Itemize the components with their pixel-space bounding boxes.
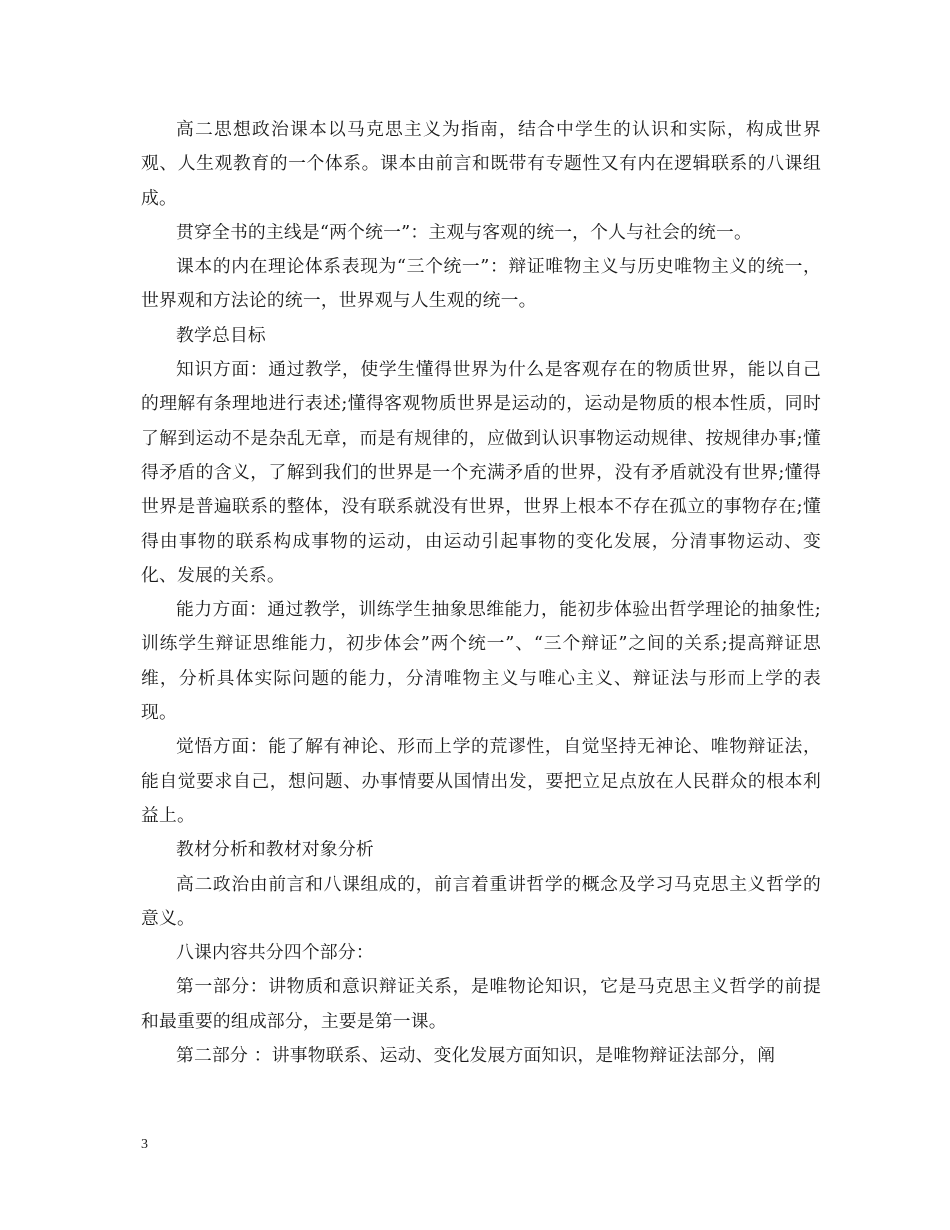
paragraph-awareness-goals: 觉悟方面：能了解有神论、形而上学的荒谬性，自觉坚持无神论、唯物辩证法，能自觉要求自己，想问题、办事情要从国情出发，要把立足点放在人民群众的根本利益上。 xyxy=(141,736,821,826)
document-body xyxy=(141,113,821,1073)
paragraph-main-line: 贯穿全书的主线是“两个统一”：主观与客观的统一，个人与社会的统一。 xyxy=(176,221,752,243)
paragraph-part-one: 第一部分：讲物质和意识辩证关系，是唯物论知识，它是马克思主义哲学的前提和最重要的组成部分，主要是第一课。 xyxy=(141,976,821,1032)
paragraph-theory-system: 课本的内在理论体系表现为“三个统一”：辩证唯物主义与历史唯物主义的统一，世界观和方法论的统一，世界观与人生观的统一。 xyxy=(141,256,821,312)
paragraph-knowledge-goals: 知识方面：通过教学，使学生懂得世界为什么是客观存在的物质世界，能以自己的理解有条理地进行表述;懂得客观物质世界是运动的，运动是物质的根本性质，同时了解到运动不是杂乱无章，而是有规律的，应做到认识事物运动规律、按规律办事;懂得矛盾的含义，了解到我们的世界是一个充满矛盾的世界，没有矛盾就没有世界;懂得世界是普遍联系的整体，没有联系就没有世界，世界上根本不存在孤立的事物存在;懂得由事物的联系构成事物的运动，由运动引起事物的变化发展，分清事物运动、变化、发展的关系。 xyxy=(141,359,821,586)
heading-teaching-goals: 教学总目标 xyxy=(176,324,266,346)
paragraph-textbook-composition: 高二政治由前言和八课组成的，前言着重讲哲学的概念及学习马克思主义哲学的意义。 xyxy=(141,873,821,929)
page-number: 3 xyxy=(141,1137,148,1152)
heading-textbook-analysis: 教材分析和教材对象分析 xyxy=(176,839,374,861)
paragraph-ability-goals: 能力方面：通过教学，训练学生抽象思维能力，能初步体验出哲学理论的抽象性;训练学生辩证思维能力，初步体会”两个统一”、“三个辩证”之间的关系;提高辩证思维，分析具体实际问题的能力，分清唯物主义与唯心主义、辩证法与形而上学的表现。 xyxy=(141,599,821,724)
paragraph-intro: 高二思想政治课本以马克思主义为指南，结合中学生的认识和实际，构成世界观、人生观教育的一个体系。课本由前言和既带有专题性又有内在逻辑联系的八课组成。 xyxy=(141,119,821,209)
paragraph-part-two: 第二部分 ：讲事物联系、运动、变化发展方面知识，是唯物辩证法部分，阐 xyxy=(176,1045,776,1067)
paragraph-four-parts: 八课内容共分四个部分： xyxy=(176,942,374,964)
